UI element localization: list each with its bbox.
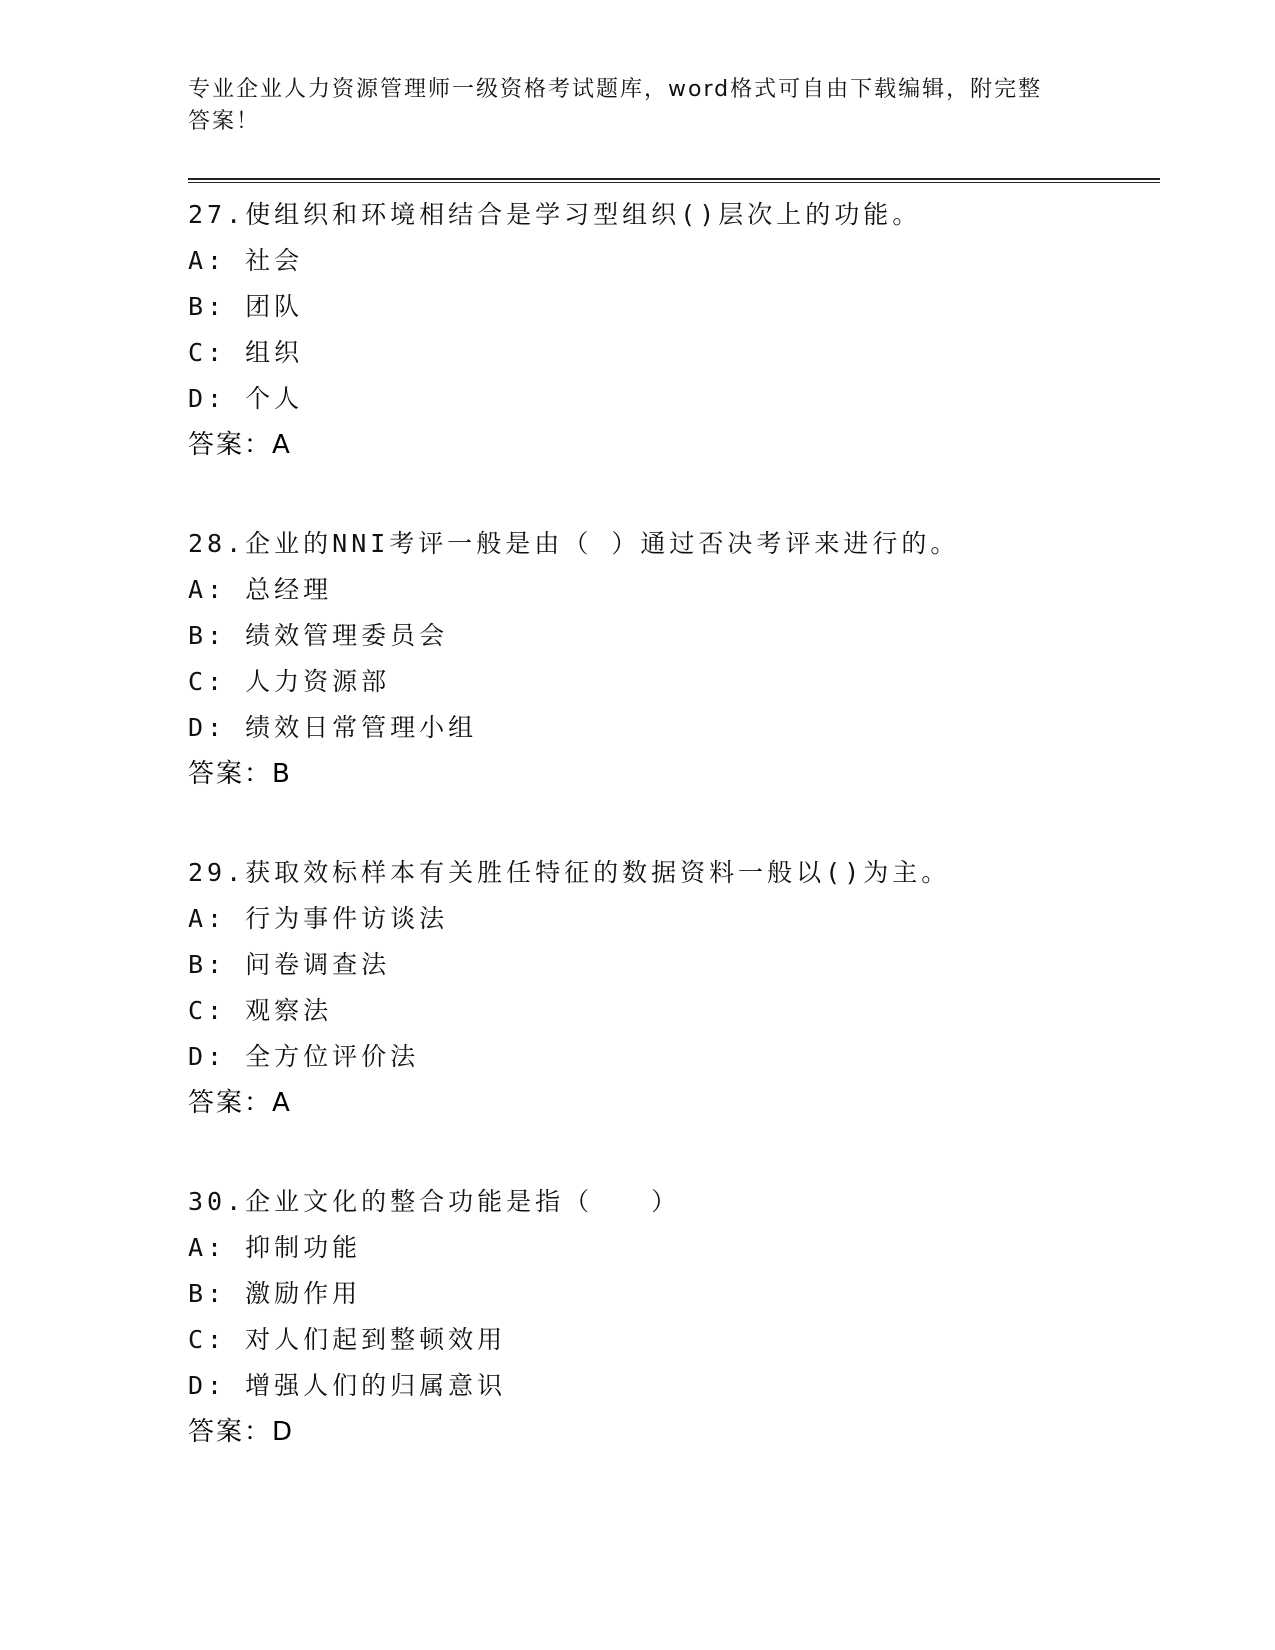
option-a: A: 总经理 (188, 575, 333, 604)
answer-line: 答案：D (188, 1417, 295, 1447)
option-d: D: 绩效日常管理小组 (188, 713, 478, 742)
answer-line: 答案：A (188, 1088, 292, 1118)
question-30 (188, 1179, 1148, 1455)
answer-line: 答案：B (188, 759, 292, 789)
option-d: D: 增强人们的归属意识 (188, 1371, 507, 1400)
answer-line: 答案：A (188, 430, 292, 460)
option-a: A: 抑制功能 (188, 1233, 362, 1262)
question-stem: 27.使组织和环境相结合是学习型组织()层次上的功能。 (188, 200, 922, 229)
option-c: C: 对人们起到整顿效用 (188, 1325, 507, 1354)
question-stem: 28.企业的NNI考评一般是由（ ）通过否决考评来进行的。 (188, 529, 960, 558)
option-a: A: 社会 (188, 246, 304, 275)
option-d: D: 全方位评价法 (188, 1042, 420, 1071)
question-29 (188, 850, 1148, 1126)
header-line-1: 专业企业人力资源管理师一级资格考试题库，word格式可自由下载编辑，附完整 (188, 77, 1043, 102)
option-b: B: 绩效管理委员会 (188, 621, 449, 650)
question-27 (188, 192, 1148, 468)
header-divider (188, 178, 1160, 183)
option-c: C: 人力资源部 (188, 667, 391, 696)
option-b: B: 激励作用 (188, 1279, 362, 1308)
question-list (188, 192, 1148, 1508)
option-d: D: 个人 (188, 384, 304, 413)
option-b: B: 团队 (188, 292, 304, 321)
option-a: A: 行为事件访谈法 (188, 904, 449, 933)
question-stem: 29.获取效标样本有关胜任特征的数据资料一般以()为主。 (188, 858, 951, 887)
header-line-2: 答案！ (188, 109, 261, 134)
option-b: B: 问卷调查法 (188, 950, 391, 979)
question-28 (188, 521, 1148, 797)
document-header (188, 74, 1088, 138)
question-stem: 30.企业文化的整合功能是指（ ） (188, 1187, 681, 1216)
option-c: C: 观察法 (188, 996, 333, 1025)
option-c: C: 组织 (188, 338, 304, 367)
